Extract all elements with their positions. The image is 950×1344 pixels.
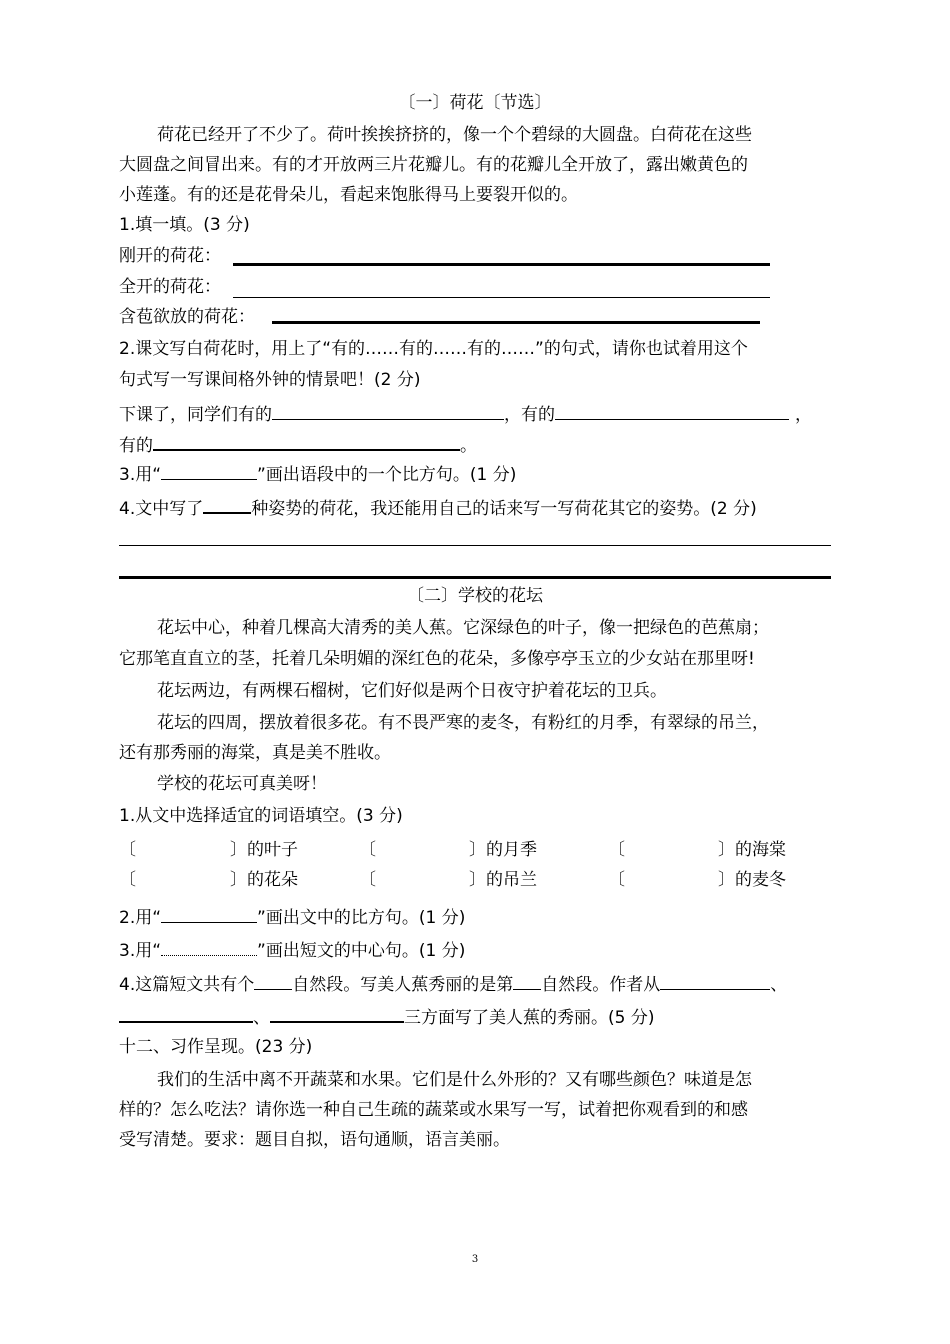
s2-q1-bracket-open: 〔 xyxy=(608,870,625,890)
section2-para-line: 花坛两边，有两棵石榴树，它们好似是两个日夜守护着花坛的卫兵。 xyxy=(157,681,667,701)
s2-q1-bracket-open: 〔 xyxy=(359,870,376,890)
section2-para-line: 还有那秀丽的海棠，真是美不胜收。 xyxy=(119,743,391,763)
s2-q4-row-2 xyxy=(119,1004,654,1029)
s1-q1-prompt: 1.填一填。(3 分) xyxy=(119,215,250,235)
s2-q1-word: 的月季 xyxy=(486,840,537,860)
s1-q4-answer-line-2[interactable] xyxy=(119,576,831,579)
page-number: 3 xyxy=(471,1254,479,1265)
s2-q4-text: 、 xyxy=(770,975,788,995)
s1-q2-fill-row-2 xyxy=(119,432,477,457)
s2-q1-bracket-close: 〕 xyxy=(718,870,735,890)
s2-q1-blank-3[interactable] xyxy=(718,839,786,861)
s2-q4-blank-3[interactable] xyxy=(660,972,770,990)
s2-q1-blank-5[interactable] xyxy=(469,869,537,891)
s2-q3-wavy-line-sample xyxy=(161,938,257,956)
section3-heading: 十二、习作呈现。(23 分) xyxy=(119,1037,313,1057)
s1-q2-prompt-a: 2.课文写白荷花时，用上了“有的……有的……有的……”的句式，请你也试着用这个 xyxy=(119,339,748,359)
s1-q4-blank[interactable] xyxy=(203,495,251,514)
s2-q4-text: 4.这篇短文共有个 xyxy=(119,975,255,995)
s1-q1-label-3: 含苞欲放的荷花： xyxy=(119,307,255,327)
s1-q2-fill-text: 。 xyxy=(460,436,477,456)
s1-q3-text: ”画出语段中的一个比方句。(1 分) xyxy=(257,465,517,485)
s2-q4-row-1 xyxy=(119,972,787,996)
s2-q1-bracket-open: 〔 xyxy=(119,870,136,890)
s1-q3 xyxy=(119,462,516,486)
s2-q2-text: ”画出文中的比方句。(1 分) xyxy=(257,908,466,928)
section1-title: 〔一〕荷花〔节选〕 xyxy=(398,93,552,113)
section2-para-line: 花坛的四周，摆放着很多花。有不畏严寒的麦冬，有粉红的月季，有翠绿的吊兰， xyxy=(157,713,769,733)
s1-q1-answer-line-1[interactable] xyxy=(233,263,770,266)
s2-q1-bracket-close: 〕 xyxy=(718,840,735,860)
s2-q1-word: 的吊兰 xyxy=(486,870,537,890)
s2-q1-word: 的海棠 xyxy=(735,840,786,860)
s1-q3-underline-sample xyxy=(161,462,257,480)
s2-q1-bracket-close: 〕 xyxy=(469,870,486,890)
section3-para-line: 我们的生活中离不开蔬菜和水果。它们是什么外形的？又有哪些颜色？味道是怎 xyxy=(157,1070,752,1090)
s1-q1-label-1: 刚开的荷花： xyxy=(119,246,221,266)
s1-q2-fill-text: 下课了，同学们有的 xyxy=(119,405,272,425)
section2-para-line: 它那笔直直立的茎，托着几朵明媚的深红色的花朵，多像亭亭玉立的少女站在那里呀! xyxy=(119,649,755,669)
s1-q2-blank-1[interactable] xyxy=(272,402,504,420)
s2-q4-blank-4[interactable] xyxy=(119,1004,253,1023)
section2-para-line: 花坛中心，种着几棵高大清秀的美人蕉。它深绿色的叶子，像一把绿色的芭蕉扇； xyxy=(157,618,769,638)
s2-q1-bracket-open: 〔 xyxy=(608,840,625,860)
s2-q4-text: 自然段。作者从 xyxy=(541,975,661,995)
s2-q1-word: 的叶子 xyxy=(247,840,298,860)
s2-q2-underline-sample xyxy=(161,905,257,923)
s1-q2-prompt-b: 句式写一写课间格外钟的情景吧！(2 分) xyxy=(119,370,421,390)
s2-q2 xyxy=(119,905,465,929)
section1-para-line: 荷花已经开了不少了。荷叶挨挨挤挤的，像一个个碧绿的大圆盘。白荷花在这些 xyxy=(157,125,752,145)
s1-q1-label-2: 全开的荷花： xyxy=(119,277,221,297)
section1-para-line: 大圆盘之间冒出来。有的才开放两三片花瓣儿。有的花瓣儿全开放了，露出嫩黄色的 xyxy=(119,155,748,175)
s2-q3-text: ”画出短文的中心句。(1 分) xyxy=(257,941,466,961)
s2-q1-bracket-open: 〔 xyxy=(119,840,136,860)
s2-q1-prompt: 1.从文中选择适宜的词语填空。(3 分) xyxy=(119,806,403,826)
s1-q2-fill-row-1 xyxy=(119,402,812,426)
s2-q2-text: 2.用“ xyxy=(119,908,162,928)
s2-q1-bracket-open: 〔 xyxy=(359,840,376,860)
s2-q1-word: 的麦冬 xyxy=(735,870,786,890)
s2-q3-text: 3.用“ xyxy=(119,941,162,961)
section2-title: 〔二〕学校的花坛 xyxy=(407,586,543,606)
s2-q1-blank-4[interactable] xyxy=(230,869,298,891)
s2-q1-bracket-close: 〕 xyxy=(469,840,486,860)
s2-q1-bracket-close: 〕 xyxy=(230,840,247,860)
s1-q2-fill-text: ，有的 xyxy=(504,405,555,425)
s2-q4-blank-2[interactable] xyxy=(513,972,541,990)
s1-q2-blank-2[interactable] xyxy=(555,402,789,420)
section3-para-line: 样的？怎么吃法？请你选一种自己生疏的蔬菜或水果写一写，试着把你观看到的和感 xyxy=(119,1100,748,1120)
section1-para-line: 小莲蓬。有的还是花骨朵儿，看起来饱胀得马上要裂开似的。 xyxy=(119,185,578,205)
s1-q4-text: 种姿势的荷花，我还能用自己的话来写一写荷花其它的姿势。(2 分) xyxy=(251,499,757,519)
s2-q1-bracket-close: 〕 xyxy=(230,870,247,890)
s2-q1-blank-2[interactable] xyxy=(469,839,537,861)
s2-q1-word: 的花朵 xyxy=(247,870,298,890)
s2-q4-text: 自然段。写美人蕉秀丽的是第 xyxy=(292,975,514,995)
s1-q2-fill-text: 有的 xyxy=(119,436,153,456)
s1-q1-answer-line-3[interactable] xyxy=(272,321,760,324)
s1-q1-answer-line-2[interactable] xyxy=(233,297,770,298)
s2-q4-blank-5[interactable] xyxy=(270,1004,404,1023)
section3-para-line: 受写清楚。要求：题目自拟，语句通顺，语言美丽。 xyxy=(119,1130,510,1150)
s2-q4-text: 、 xyxy=(253,1008,270,1028)
s1-q4-text: 4.文中写了 xyxy=(119,499,204,519)
s2-q1-blank-6[interactable] xyxy=(718,869,786,891)
s1-q2-blank-3[interactable] xyxy=(153,432,460,451)
s2-q4-text: 三方面写了美人蕉的秀丽。(5 分) xyxy=(404,1008,655,1028)
s2-q1-blank-1[interactable] xyxy=(230,839,298,861)
s1-q4 xyxy=(119,495,757,520)
s1-q4-answer-line-1[interactable] xyxy=(119,545,831,546)
section2-para-line: 学校的花坛可真美呀！ xyxy=(157,774,327,794)
s2-q3 xyxy=(119,938,465,962)
s1-q3-text: 3.用“ xyxy=(119,465,162,485)
s2-q4-blank-1[interactable] xyxy=(254,972,292,990)
s1-q2-fill-text: ， xyxy=(795,405,812,425)
